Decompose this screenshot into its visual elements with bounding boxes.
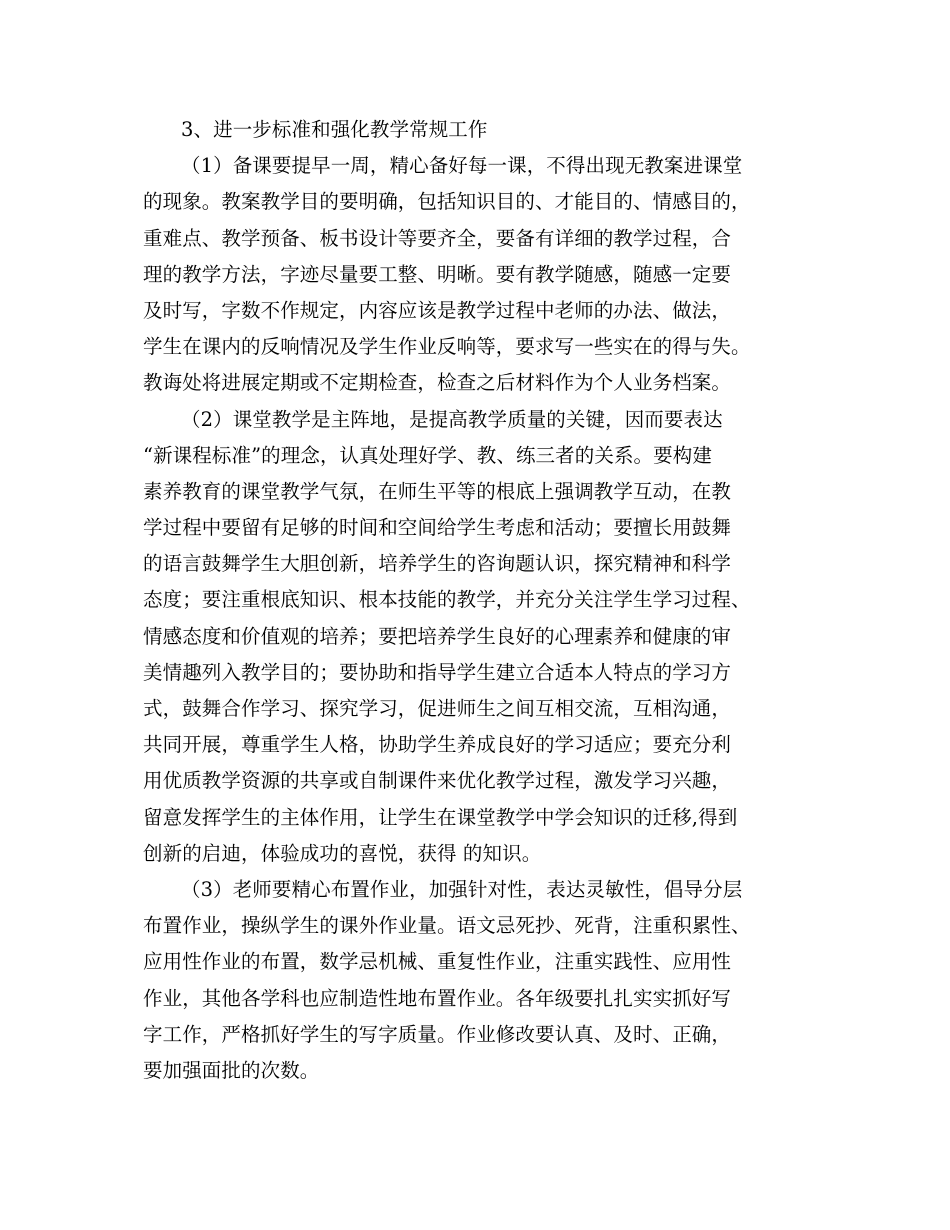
paragraph-line: 情感态度和价值观的培养；要把培养学生良好的心理素养和健康的审 bbox=[143, 624, 732, 648]
paragraph-line: 态度；要注重根底知识、根本技能的教学，并充分关注学生学习过程、 bbox=[143, 588, 751, 612]
paragraph-line: 理的教学方法，字迹尽量要工整、明晰。要有教学随感，随感一定要 bbox=[143, 262, 732, 286]
paragraph-line: 应用性作业的布置，数学忌机械、重复性作业，注重实践性、应用性 bbox=[143, 950, 732, 974]
paragraph-line: 作业，其他各学科也应制造性地布置作业。各年级要扎扎实实抓好写 bbox=[143, 986, 732, 1010]
paragraph-line: 字工作，严格抓好学生的写字质量。作业修改要认真、及时、正确， bbox=[143, 1022, 732, 1046]
paragraph-line: 要加强面批的次数。 bbox=[143, 1058, 320, 1082]
paragraph-line: 留意发挥学生的主体作用，让学生在课堂教学中学会知识的迁移,得到 bbox=[143, 805, 738, 829]
paragraph-line: 共同开展，尊重学生人格，协助学生养成良好的学习适应；要充分利 bbox=[143, 733, 732, 757]
paragraph-line: （3）老师要精心布置作业，加强针对性，表达灵敏性，倡导分层 bbox=[181, 877, 743, 901]
paragraph-line: 布置作业，操纵学生的课外作业量。语文忌死抄、死背，注重积累性、 bbox=[143, 914, 751, 938]
paragraph-line: 学过程中要留有足够的时间和空间给学生考虑和活动；要擅长用鼓舞 bbox=[143, 516, 732, 540]
paragraph-line: （2）课堂教学是主阵地，是提高教学质量的关键，因而要表达 bbox=[181, 407, 723, 431]
paragraph-line: 式，鼓舞合作学习、探究学习，促进师生之间互相交流，互相沟通， bbox=[143, 697, 732, 720]
paragraph-line: 教诲处将进展定期或不定期检查，检查之后材料作为个人业务档案。 bbox=[143, 371, 732, 395]
paragraph-line: “新课程标准”的理念，认真处理好学、教、练三者的关系。要构建 bbox=[143, 443, 712, 467]
paragraph-line: （1）备课要提早一周，精心备好每一课，不得出现无教案进课堂 bbox=[181, 154, 743, 178]
document-body bbox=[143, 112, 833, 1089]
paragraph-line: 重难点、教学预备、板书设计等要齐全，要备有详细的教学过程，合 bbox=[143, 226, 732, 250]
paragraph-line: 用优质教学资源的共享或自制课件来优化教学过程，激发学习兴趣， bbox=[143, 769, 732, 793]
paragraph-line: 的语言鼓舞学生大胆创新，培养学生的咨询题认识，探究精神和科学 bbox=[143, 552, 732, 576]
paragraph-line: 的现象。教案教学目的要明确，包括知识目的、才能目的、情感目的， bbox=[143, 190, 751, 214]
paragraph-line: 学生在课内的反响情况及学生作业反响等，要求写一些实在的得与失。 bbox=[143, 335, 751, 359]
paragraph-line: 素养教育的课堂教学气氛，在师生平等的根底上强调教学互动，在教 bbox=[143, 479, 732, 503]
section-heading: 3、进一步标准和强化教学常规工作 bbox=[181, 118, 488, 141]
paragraph-line: 创新的启迪，体验成功的喜悦，获得 的知识。 bbox=[143, 841, 542, 865]
paragraph-line: 及时写，字数不作规定，内容应该是教学过程中老师的办法、做法， bbox=[143, 298, 732, 322]
paragraph-line: 美情趣列入教学目的；要协助和指导学生建立合适本人特点的学习方 bbox=[143, 660, 732, 684]
